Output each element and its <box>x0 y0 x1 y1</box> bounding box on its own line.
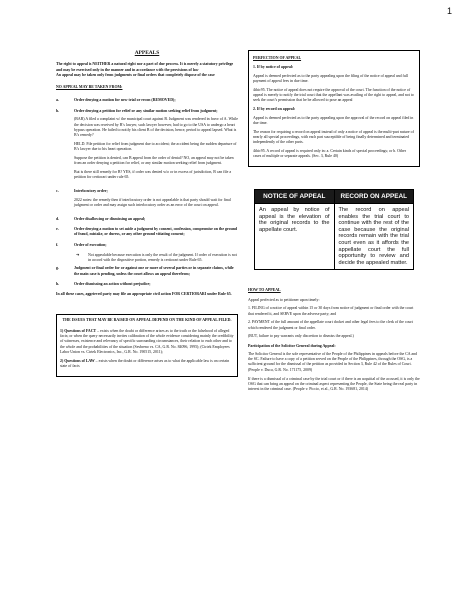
right-column <box>248 50 420 396</box>
list-item-c: c. Interlocutory order; 2022 notes: the remedy then if interlocutory order is not appealable is that party should wait for final judgment or order and may assign such interlocutory order as an error of the court on appeal. <box>56 189 238 212</box>
held-text: HELD. File petition for relief from judgment due to accident; the accident being the sudden departure of B’s lawyer due to his heart operation. <box>74 141 237 152</box>
list-item-f-sub: ➔ Not appealable because execution is only the result of the judgment. If order of execution is not in accord with the dispositive portion, remedy is certiorari under Rule 65. <box>76 252 237 263</box>
perfection-box: PERFECTION OF APPEAL 1. If by notice of appeal: Appeal is deemed perfected as to the party appealing upon the filing of the notice of appeal and full payment of appeal fees in due time. 4thic95. The notice of appeal does not require the approval of the court. The function of the notice of appeal is merely to notify the trial court that the appellant was availing of the right to appeal, and not to seek the court’s permission that he be allowed to pose an appeal 2. If by record on appeal: Appeal is deemed perfected as to the party appealing upon the approval of the record on appeal filed in due time. The reason for requiring a record on appeal instead of only a notice of appeal is the multi-part nature of nearly all special proceedings, with each part susceptible of being finally determined and terminated independently of the other parts. 4thic95. A record of appeal is required only in: a. Certain kinds of special proceedings; or b. Other cases of multiple or separate appeals. (Sec. 3, Rule 40) <box>248 50 420 167</box>
list-item-a: a. Order denying a motion for new trial or recon (REMOVED); <box>56 98 176 103</box>
arrow-icon: ➔ <box>76 252 80 257</box>
how-heading: HOW TO APPEAL <box>248 288 281 293</box>
how-to-appeal-section: HOW TO APPEAL Appeal perfected as to petitioner upon timely: 1. FILING of a notice of appeal within 15 or 30 days from notice of judgment or final order with the court that rendered it, and SERVE upon the adverse party; and 2. PAYMENT of the full amount of the appellate court docket and other legal fees to the clerk of the court which rendered the judgment or final order. (BUT, failure to pay warrants only discretion to dismiss the appeal.) Participation of the Solicitor General during Appeal: The Solicitor General is the sole representative of the People of the Philippines in appeals before the CA and the SC. Failure to have a copy of a petition served on the People of the Philippines, through the OSG, is a sufficient ground for the dismissal of the petition as provided in Section 3, Rule 42 of the Rules of Court. (People v. Duca, G.R. No. 171175, 2009) If there is a dismissal of a criminal case by the trial court or if there is an acquittal of the accused, it is only the OSG that can bring an appeal on the criminal aspect representing the People, the State being the real party in interest in the criminal case. (People v. Piccio, et al., G.R. No. 193681, 2014) <box>248 288 420 392</box>
issues-box-title: THE ISSUES THAT MAY BE RAISED ON APPEAL DEPEND ON THE KIND OF APPEAL FILED. <box>62 317 232 322</box>
perfection-heading: PERFECTION OF APPEAL <box>253 56 302 60</box>
left-column <box>56 50 238 377</box>
but-text: But is there still remedy for B? YES, if order was denied w/o or in excess of jurisdiction, B can file a petition for certiorari under rule 65. <box>74 170 232 180</box>
questions-of-law: 2) Questions of LAW – exists when the doubt or difference arises as to what the applicable law is on certain state of facts <box>60 358 230 368</box>
intro-text: The right to appeal is NEITHER a natural right nor a part of due process. It is merely a statutory privilege and may be exercised only in the manner and in accordance with the provisions of law <box>56 62 234 72</box>
table-cell-notice: An appeal by notice of appeal is the elevation of the original records to the appellate court. <box>255 203 335 269</box>
suppose-text: Suppose the petition is denied, can B appeal from the order of denial? NO, an appeal may not be taken from an order denying a petition for relief, or any similar motion seeking relief from judgment. <box>74 155 234 166</box>
table-header-record: RECORD ON APPEAL <box>334 189 414 203</box>
closing-note: In all these cases, aggrieved party may file an appropriate civil action FOR CERTIORARI under Rule 65. <box>56 292 232 297</box>
list-item-h: h. Order dismissing an action without prejudice; <box>56 281 151 286</box>
interlocutory-note: 2022 notes: the remedy then if interlocutory order is not appealable is that party should wait for final judgment or order and may assign such interlocutory order as an error of the court on appeal. <box>74 197 231 208</box>
questions-of-fact: 1) Questions of FACT – exists when the doubt or difference arises as to the truth or the falsehood of alleged facts; or when the query necessarily invites calibration of the whole evidence considering mainly the credibility of witnesses, existence and relevancy of specific surrounding circumstances, their relation to each other and to the whole and the probabilities of the situation (Sesbreno vs. CA, G.R. No. 84096, 1995); (Cirtek Employees Labor Union vs. Cirtek Electronics, Inc., G.R. No. 190515, 2011); <box>60 328 234 354</box>
bar-example: (BAR) A filed a complaint w/ the municipal court against B. Judgment was rendered in favor of A. While the decision was received by B’s lawyer, such lawyer however, had to go to the USA to undergo a heart bypass operation. He failed to notify his client B of the decision, hence, period to appeal lapsed. What is B’s remedy? <box>74 117 238 138</box>
intro-text-2: An appeal may be taken only from judgments or final orders that completely dispose of the case <box>56 72 215 77</box>
no-appeal-heading: NO APPEAL MAY BE TAKEN FROM: <box>56 85 123 90</box>
by-record-heading: 2. If by record on appeal: <box>253 107 296 112</box>
list-item-g: g. Judgment or final order for or against one or more of several parties or in separate claims, while the main case is pending, unless the court allows an appeal therefrom; <box>56 266 234 276</box>
page-title: APPEALS <box>134 50 160 56</box>
list-item-f: f. Order of execution; <box>56 242 107 247</box>
page-number: 1 <box>446 6 452 16</box>
list-item-d: d. Order disallowing or dismissing an appeal; <box>56 216 146 221</box>
table-header-notice: NOTICE OF APPEAL <box>255 189 335 203</box>
comparison-table <box>254 189 414 270</box>
list-item-e: e. Order denying a motion to set aside a judgment by consent, confession, compromise on the ground of fraud, mistake, or duress, or any other ground vitiating consent; <box>56 227 238 237</box>
list-item-b: b. Order denying a petition for relief or any similar motion seeking relief from judgment; (BAR) A filed a complaint w/ the municipal court against B. Judgment was rendered in favor of A. While the decision was received by B’s lawyer, such lawyer however, had to go to the USA to undergo a heart bypass operation. He failed to notify his client B of the decision, hence, period to appeal lapsed. What is B’s remedy? HELD. File petition for relief from judgment due to accident; the accident being the sudden departure of B’s lawyer due to his heart operation. Suppose the petition is denied, can B appeal from the order of denial? NO, an appeal may not be taken from an order denying a petition for relief, or any similar motion seeking relief from judgment. But is there still remedy for B? YES, if order was denied w/o or in excess of jurisdiction, B can file a petition for certiorari under rule 65. <box>56 108 238 180</box>
intro-paragraph <box>56 62 238 78</box>
issues-box <box>56 314 238 377</box>
table-cell-record: The record on appeal enables the trial court to continue with the rest of the case because the original records remain with the trial court even as it affords the appellate court the full opportunity to review and decide the appealed matter. <box>334 203 414 269</box>
sg-heading: Participation of the Solicitor General during Appeal: <box>248 343 336 348</box>
by-notice-heading: 1. If by notice of appeal: <box>253 65 294 70</box>
